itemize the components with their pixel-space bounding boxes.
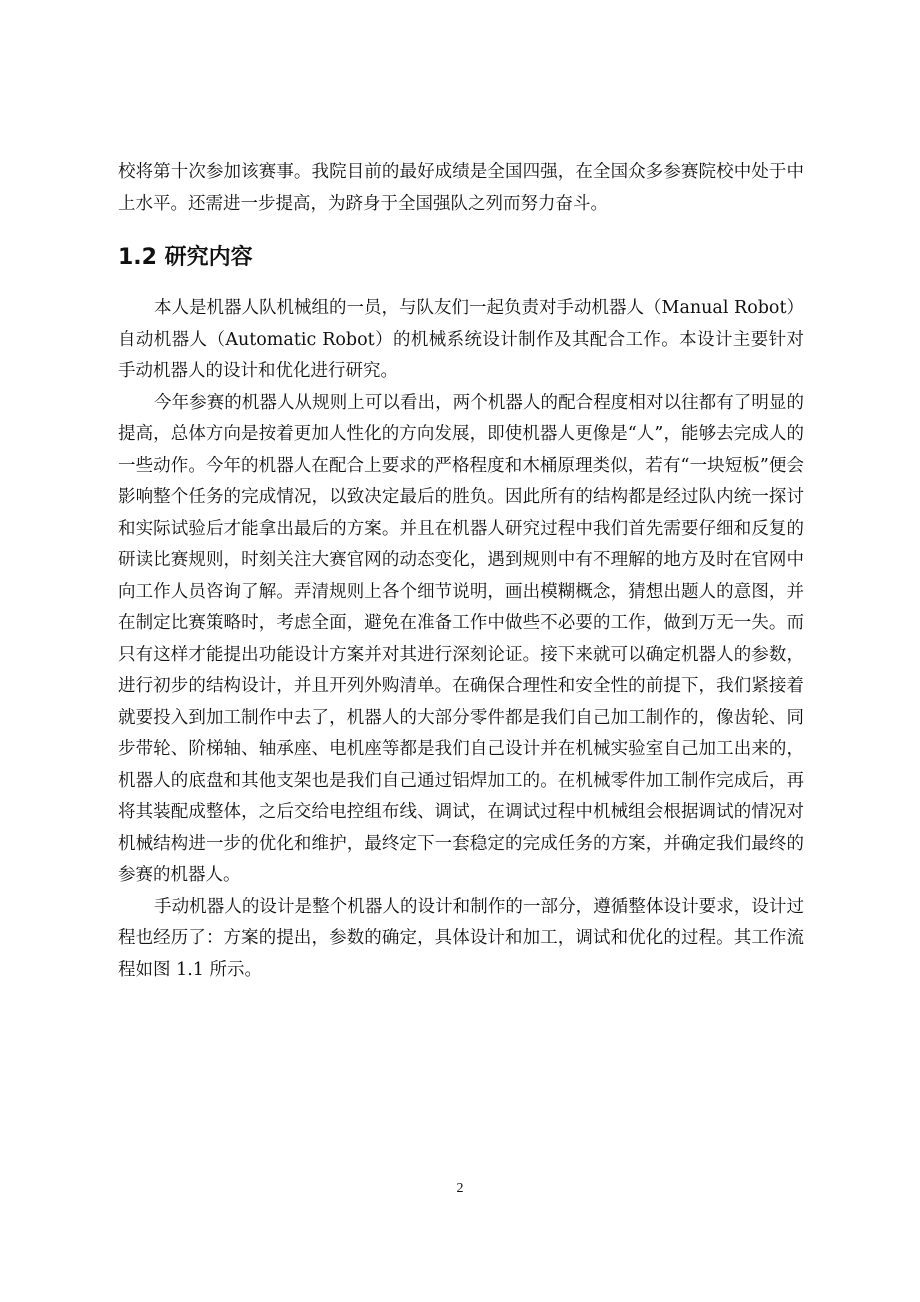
intro-paragraph: 校将第十次参加该赛事。我院目前的最好成绩是全国四强，在全国众多参赛院校中处于中上水平。还需进一步提高，为跻身于全国强队之列而努力奋斗。 [118,162,804,214]
page-body [118,157,804,986]
body-paragraph: 手动机器人的设计是整个机器人的设计和制作的一部分，遵循整体设计要求，设计过程也经历了：方案的提出，参数的确定，具体设计和加工，调试和优化的过程。其工作流程如图 1.1 所示。 [118,896,804,980]
section-heading: 1.2 研究内容 [118,245,253,270]
body-paragraph: 今年参赛的机器人从规则上可以看出，两个机器人的配合程度相对以往都有了明显的提高，总体方向是按着更加人性化的方向发展，即使机器人更像是“人”，能够去完成人的一些动作。今年的机器人在配合上要求的严格程度和木桶原理类似，若有“一块短板”便会影响整个任务的完成情况，以致决定最后的胜负。因此所有的结构都是经过队内统一探讨和实际试验后才能拿出最后的方案。并且在机器人研究过程中我们首先需要仔细和反复的研读比赛规则，时刻关注大赛官网的动态变化，遇到规则中有不理解的地方及时在官网中向工作人员咨询了解。弄清规则上各个细节说明，画出模糊概念，猜想出题人的意图，并在制定比赛策略时，考虑全面，避免在准备工作中做些不必要的工作，做到万无一失。而只有这样才能提出功能设计方案并对其进行深刻论证。接下来就可以确定机器人的参数，进行初步的结构设计，并且开列外购清单。在确保合理性和安全性的前提下，我们紧接着就要投入到加工制作中去了，机器人的大部分零件都是我们自己加工制作的，像齿轮、同步带轮、阶梯轴、轴承座、电机座等都是我们自己设计并在机械实验室自己加工出来的，机器人的底盘和其他支架也是我们自己通过铝焊加工的。在机械零件加工制作完成后，再将其装配成整体，之后交给电控组布线、调试，在调试过程中机械组会根据调试的情况对机械结构进一步的优化和维护，最终定下一套稳定的完成任务的方案，并确定我们最终的参赛的机器人。 [118,392,804,885]
body-paragraph: 本人是机器人队机械组的一员，与队友们一起负责对手动机器人（Manual Robot）自动机器人（Automatic Robot）的机械系统设计制作及其配合工作。本设计主要针对手动机器人的设计和优化进行研究。 [118,298,804,381]
page-number: 2 [456,1181,464,1196]
